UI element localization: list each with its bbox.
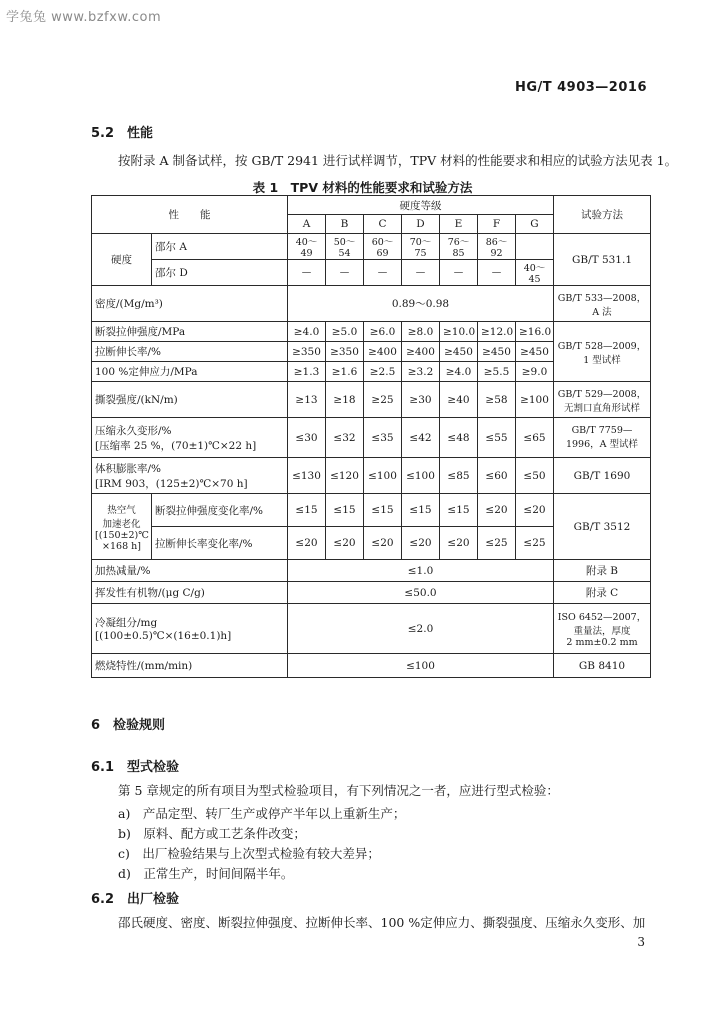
tear-value: ≥30 — [402, 382, 440, 418]
shore-a-value: 40～49 — [288, 234, 326, 260]
property-header: 性 能 — [92, 196, 288, 234]
heating-loss-method: 附录 B — [554, 560, 651, 582]
fogging-method-line: 2 mm±0.2 mm — [566, 637, 638, 648]
volume-swell-value: ≤130 — [288, 458, 326, 494]
tensile-strength-label: 断裂拉伸强度/MPa — [92, 322, 288, 342]
shore-d-value: — — [288, 260, 326, 286]
heating-loss-value: ≤1.0 — [288, 560, 554, 582]
burn-label: 燃烧特性/(mm/min) — [92, 654, 288, 678]
shore-d-value: — — [364, 260, 402, 286]
shore-d-label: 邵尔 D — [152, 260, 288, 286]
volume-swell-value: ≤100 — [364, 458, 402, 494]
compression-set-label: 压缩永久变形/% — [95, 424, 172, 437]
tensile-strength-value: ≥12.0 — [478, 322, 516, 342]
section-6-2-heading: 6.2 出厂检验 — [91, 892, 180, 907]
aging-tensile-label: 断裂拉伸强度变化率/% — [152, 494, 288, 527]
volume-swell-value: ≤60 — [478, 458, 516, 494]
volume-swell-value: ≤120 — [326, 458, 364, 494]
stress-100-value: ≥2.5 — [364, 362, 402, 382]
list-item: b) 原料、配方或工艺条件改变； — [118, 826, 306, 841]
tensile-method: GB/T 528—2009，1 型试样 — [554, 322, 651, 382]
elongation-value: ≥450 — [440, 342, 478, 362]
tensile-strength-value: ≥8.0 — [402, 322, 440, 342]
compression-set-conditions: [压缩率 25 %，(70±1)℃×22 h] — [95, 439, 257, 452]
aging-elongation-label: 拉断伸长率变化率/% — [152, 527, 288, 560]
watermark-text: 学兔兔 www.bzfxw.com — [6, 10, 162, 25]
fogging-value: ≤2.0 — [288, 604, 554, 654]
tensile-strength-value: ≥5.0 — [326, 322, 364, 342]
fogging-label: 冷凝组分/mg — [95, 617, 158, 629]
aging-label — [92, 494, 152, 560]
table-title: 表 1 TPV 材料的性能要求和试验方法 — [252, 180, 473, 195]
compression-set-value: ≤65 — [516, 418, 554, 458]
stress-100-value: ≥9.0 — [516, 362, 554, 382]
grade-label: E — [440, 215, 478, 234]
stress-100-value: ≥1.3 — [288, 362, 326, 382]
hardness-grade-header: 硬度等级 — [288, 196, 554, 215]
properties-table — [91, 195, 651, 678]
elongation-value: ≥450 — [478, 342, 516, 362]
section-6-1-heading: 6.1 型式检验 — [91, 760, 180, 775]
shore-d-value: — — [478, 260, 516, 286]
tensile-strength-value: ≥4.0 — [288, 322, 326, 342]
voc-label: 挥发性有机物/(μg C/g) — [92, 582, 288, 604]
page-number: 3 — [637, 935, 645, 949]
tensile-strength-value: ≥16.0 — [516, 322, 554, 342]
shore-d-value: — — [440, 260, 478, 286]
density-label: 密度/(Mg/m³) — [92, 286, 288, 322]
elongation-value: ≥350 — [326, 342, 364, 362]
compression-set-value: ≤30 — [288, 418, 326, 458]
heating-loss-label: 加热减量/% — [92, 560, 288, 582]
shore-a-value: 50～54 — [326, 234, 364, 260]
volume-swell-value: ≤100 — [402, 458, 440, 494]
aging-tensile-value: ≤15 — [402, 494, 440, 527]
list-item: c) 出厂检验结果与上次型式检验有较大差异； — [118, 846, 380, 861]
aging-elongation-value: ≤25 — [516, 527, 554, 560]
section-6-2-paragraph: 邵氏硬度、密度、断裂拉伸强度、拉断伸长率、100 %定伸应力、撕裂强度、压缩永久变形、加 — [118, 915, 646, 930]
aging-elongation-value: ≤20 — [402, 527, 440, 560]
grade-label: G — [516, 215, 554, 234]
aging-label-line: 加速老化 — [102, 518, 141, 530]
stress-100-value: ≥3.2 — [402, 362, 440, 382]
list-item: a) 产品定型、转厂生产或停产半年以上重新生产； — [118, 806, 406, 821]
tear-value: ≥18 — [326, 382, 364, 418]
grade-label: A — [288, 215, 326, 234]
shore-d-value: — — [326, 260, 364, 286]
shore-d-value: — — [402, 260, 440, 286]
compression-set-method: GB/T 7759—1996，A 型试样 — [554, 418, 651, 458]
hardness-method: GB/T 531.1 — [554, 234, 651, 286]
compression-set-value: ≤32 — [326, 418, 364, 458]
elongation-label: 拉断伸长率/% — [92, 342, 288, 362]
elongation-value: ≥400 — [364, 342, 402, 362]
shore-a-value: 86～92 — [478, 234, 516, 260]
elongation-value: ≥400 — [402, 342, 440, 362]
section-6-heading: 6 检验规则 — [91, 718, 166, 733]
method-header: 试验方法 — [554, 196, 651, 234]
aging-tensile-value: ≤15 — [326, 494, 364, 527]
tear-method: GB/T 529—2008，无割口直角形试样 — [554, 382, 651, 418]
tear-value: ≥58 — [478, 382, 516, 418]
tensile-strength-value: ≥10.0 — [440, 322, 478, 342]
shore-a-value: 60～69 — [364, 234, 402, 260]
aging-tensile-value: ≤20 — [516, 494, 554, 527]
fogging-method-line: 重量法，厚度 — [573, 626, 631, 637]
aging-elongation-value: ≤25 — [478, 527, 516, 560]
compression-set-value: ≤35 — [364, 418, 402, 458]
aging-elongation-value: ≤20 — [364, 527, 402, 560]
aging-tensile-value: ≤15 — [288, 494, 326, 527]
grade-label: D — [402, 215, 440, 234]
aging-label-line: [(150±2)℃ — [95, 529, 149, 541]
stress-100-label: 100 %定伸应力/MPa — [92, 362, 288, 382]
tear-value: ≥40 — [440, 382, 478, 418]
volume-swell-value: ≤50 — [516, 458, 554, 494]
shore-d-value: 40～45 — [516, 260, 554, 286]
section-5-2-heading: 5.2 性能 — [91, 126, 154, 141]
aging-elongation-value: ≤20 — [440, 527, 478, 560]
stress-100-value: ≥5.5 — [478, 362, 516, 382]
section-6-1-intro: 第 5 章规定的所有项目为型式检验项目，有下列情况之一者，应进行型式检验： — [118, 783, 559, 798]
standard-code: HG/T 4903—2016 — [514, 80, 647, 95]
grade-label: B — [326, 215, 364, 234]
hardness-label: 硬度 — [92, 234, 152, 286]
tear-label: 撕裂强度/(kN/m) — [92, 382, 288, 418]
tear-value: ≥25 — [364, 382, 402, 418]
voc-method: 附录 C — [554, 582, 651, 604]
aging-elongation-value: ≤20 — [288, 527, 326, 560]
shore-a-value: 70～75 — [402, 234, 440, 260]
aging-tensile-value: ≤20 — [478, 494, 516, 527]
voc-value: ≤50.0 — [288, 582, 554, 604]
elongation-value: ≥350 — [288, 342, 326, 362]
aging-label-line: ×168 h] — [102, 540, 141, 552]
aging-label-line: 热空气 — [107, 504, 136, 516]
stress-100-value: ≥4.0 — [440, 362, 478, 382]
list-item: d) 正常生产，时间间隔半年。 — [118, 866, 294, 881]
fogging-method-line: ISO 6452—2007， — [557, 612, 647, 623]
shore-a-value: 76～85 — [440, 234, 478, 260]
shore-a-value — [516, 234, 554, 260]
compression-set-value: ≤55 — [478, 418, 516, 458]
volume-swell-value: ≤85 — [440, 458, 478, 494]
aging-elongation-value: ≤20 — [326, 527, 364, 560]
aging-tensile-value: ≤15 — [440, 494, 478, 527]
volume-swell-method: GB/T 1690 — [554, 458, 651, 494]
volume-swell-conditions: [IRM 903，(125±2)℃×70 h] — [95, 477, 248, 490]
compression-set-value: ≤48 — [440, 418, 478, 458]
tear-value: ≥100 — [516, 382, 554, 418]
burn-method: GB 8410 — [554, 654, 651, 678]
burn-value: ≤100 — [288, 654, 554, 678]
section-5-2-paragraph: 按附录 A 制备试样，按 GB/T 2941 进行试样调节，TPV 材料的性能要求和相应的试验方法见表 1。 — [118, 153, 678, 168]
shore-a-label: 邵尔 A — [152, 234, 288, 260]
fogging-conditions: [(100±0.5)℃×(16±0.1)h] — [95, 630, 232, 642]
compression-set-value: ≤42 — [402, 418, 440, 458]
grade-label: F — [478, 215, 516, 234]
tensile-strength-value: ≥6.0 — [364, 322, 402, 342]
aging-tensile-value: ≤15 — [364, 494, 402, 527]
volume-swell-label: 体积膨胀率/% — [95, 462, 162, 475]
tear-value: ≥13 — [288, 382, 326, 418]
density-method: GB/T 533—2008，A 法 — [554, 286, 651, 322]
elongation-value: ≥450 — [516, 342, 554, 362]
stress-100-value: ≥1.6 — [326, 362, 364, 382]
density-value: 0.89～0.98 — [288, 286, 554, 322]
aging-method: GB/T 3512 — [554, 494, 651, 560]
grade-label: C — [364, 215, 402, 234]
